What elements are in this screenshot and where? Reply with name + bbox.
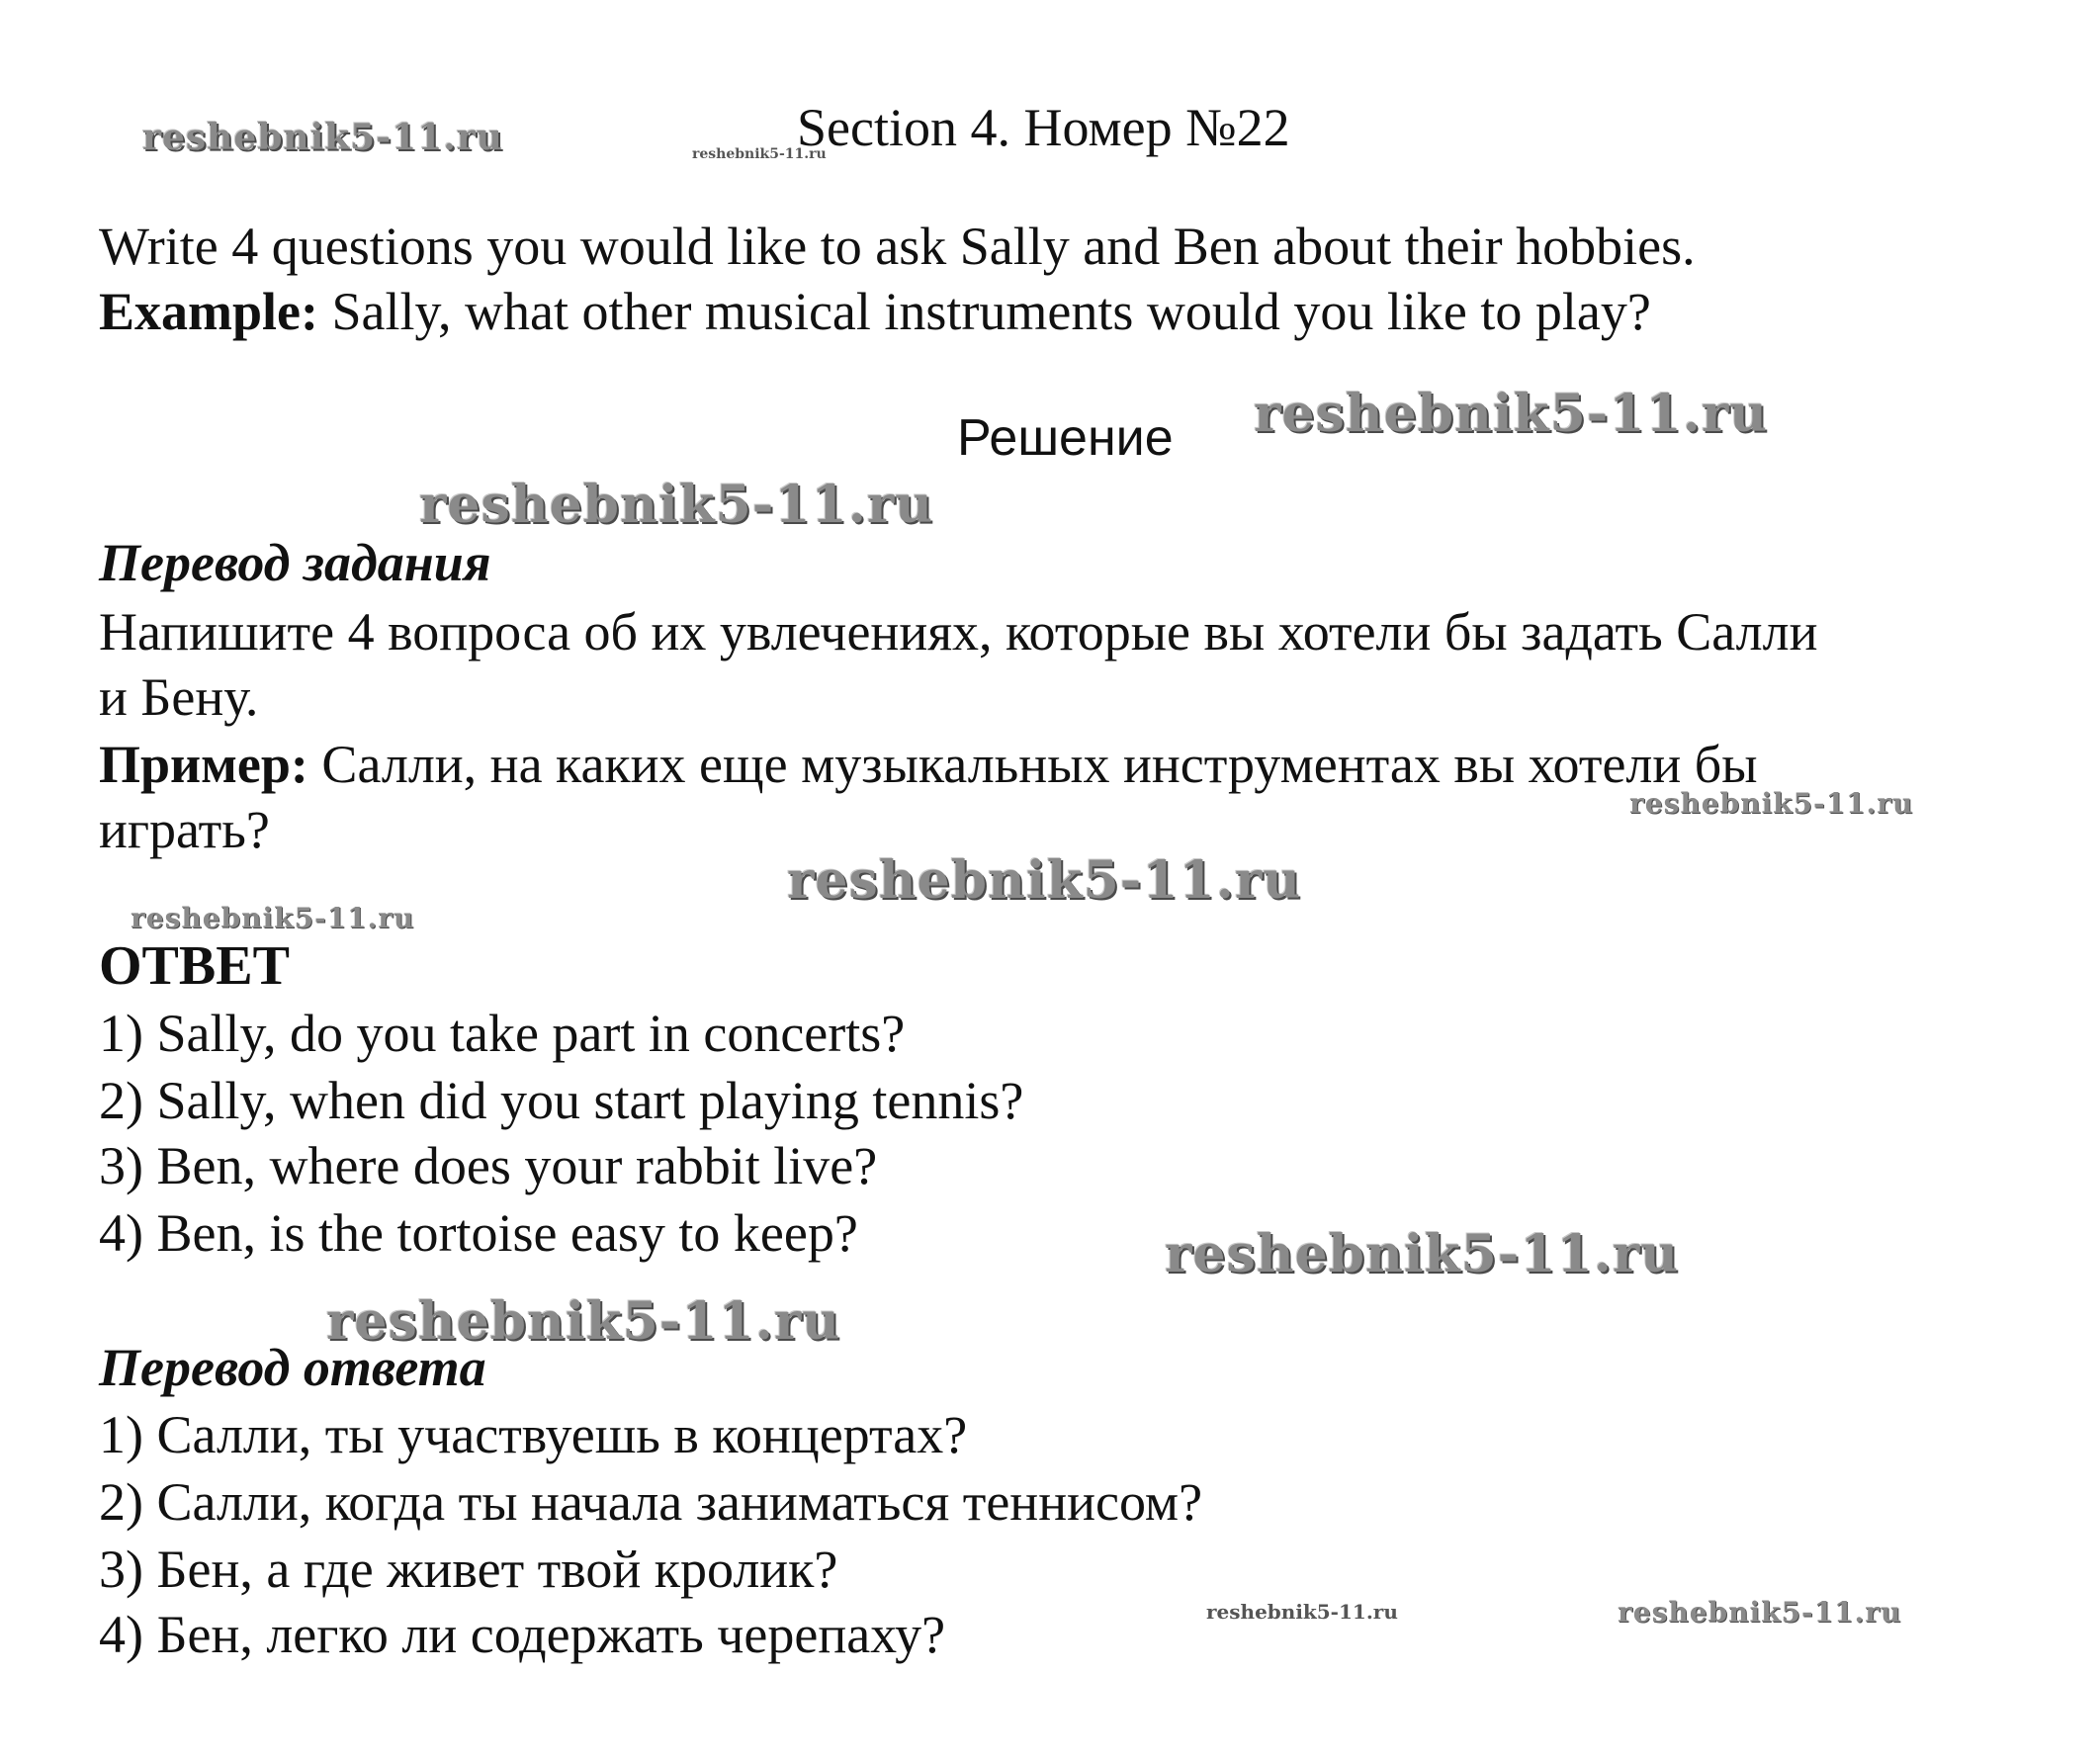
watermark: reshebnik5-11.ru bbox=[1254, 384, 1769, 444]
translation-answer-item-3: 3) Бен, а где живет твой кролик? bbox=[99, 1540, 838, 1599]
watermark: reshebnik5-11.ru bbox=[1618, 1596, 1902, 1629]
translation-task-line1: Напишите 4 вопроса об их увлечениях, которые вы хотели бы задать Салли bbox=[99, 602, 1818, 661]
answer-item-4: 4) Ben, is the tortoise easy to keep? bbox=[99, 1203, 858, 1263]
watermark: reshebnik5-11.ru bbox=[1165, 1224, 1680, 1284]
watermark: reshebnik5-11.ru bbox=[419, 475, 934, 535]
watermark: reshebnik5-11.ru bbox=[787, 850, 1302, 911]
watermark: reshebnik5-11.ru bbox=[1629, 787, 1914, 820]
answer-item-1: 1) Sally, do you take part in concerts? bbox=[99, 1004, 906, 1063]
translation-task-line2: и Бену. bbox=[99, 667, 259, 727]
translation-example-label: Пример: bbox=[99, 735, 308, 794]
translation-example-line1: Салли, на каких еще музыкальных инструментах вы хотели бы bbox=[307, 735, 1758, 794]
watermark: reshebnik5-11.ru bbox=[131, 902, 415, 934]
answer-item-3: 3) Ben, where does your rabbit live? bbox=[99, 1136, 878, 1195]
watermark: reshebnik5-11.ru bbox=[692, 146, 827, 162]
watermark: reshebnik5-11.ru bbox=[1206, 1600, 1398, 1624]
task-example bbox=[99, 279, 1651, 344]
answer-item-2: 2) Sally, when did you start playing tennis? bbox=[99, 1071, 1024, 1130]
translation-example-line2: играть? bbox=[99, 800, 270, 859]
translation-task-heading: Перевод задания bbox=[99, 533, 491, 592]
translation-answer-heading: Перевод ответа bbox=[99, 1338, 486, 1397]
translation-answer-item-4: 4) Бен, легко ли содержать черепаху? bbox=[99, 1605, 946, 1664]
page-title: Section 4. Номер №22 bbox=[797, 98, 1290, 157]
watermark: reshebnik5-11.ru bbox=[142, 117, 503, 158]
solution-label: Решение bbox=[957, 409, 1174, 467]
translation-answer-item-1: 1) Салли, ты участвуешь в концертах? bbox=[99, 1405, 968, 1464]
task-example-label: Example: bbox=[99, 282, 318, 341]
translation-task-example bbox=[99, 732, 1758, 797]
task-text: Write 4 questions you would like to ask Sally and Ben about their hobbies. bbox=[99, 217, 1696, 276]
watermark: reshebnik5-11.ru bbox=[326, 1291, 841, 1352]
task-example-text: Sally, what other musical instruments would you like to play? bbox=[318, 282, 1651, 341]
answer-heading: ОТВЕТ bbox=[99, 935, 290, 997]
translation-answer-item-2: 2) Салли, когда ты начала заниматься теннисом? bbox=[99, 1472, 1203, 1532]
